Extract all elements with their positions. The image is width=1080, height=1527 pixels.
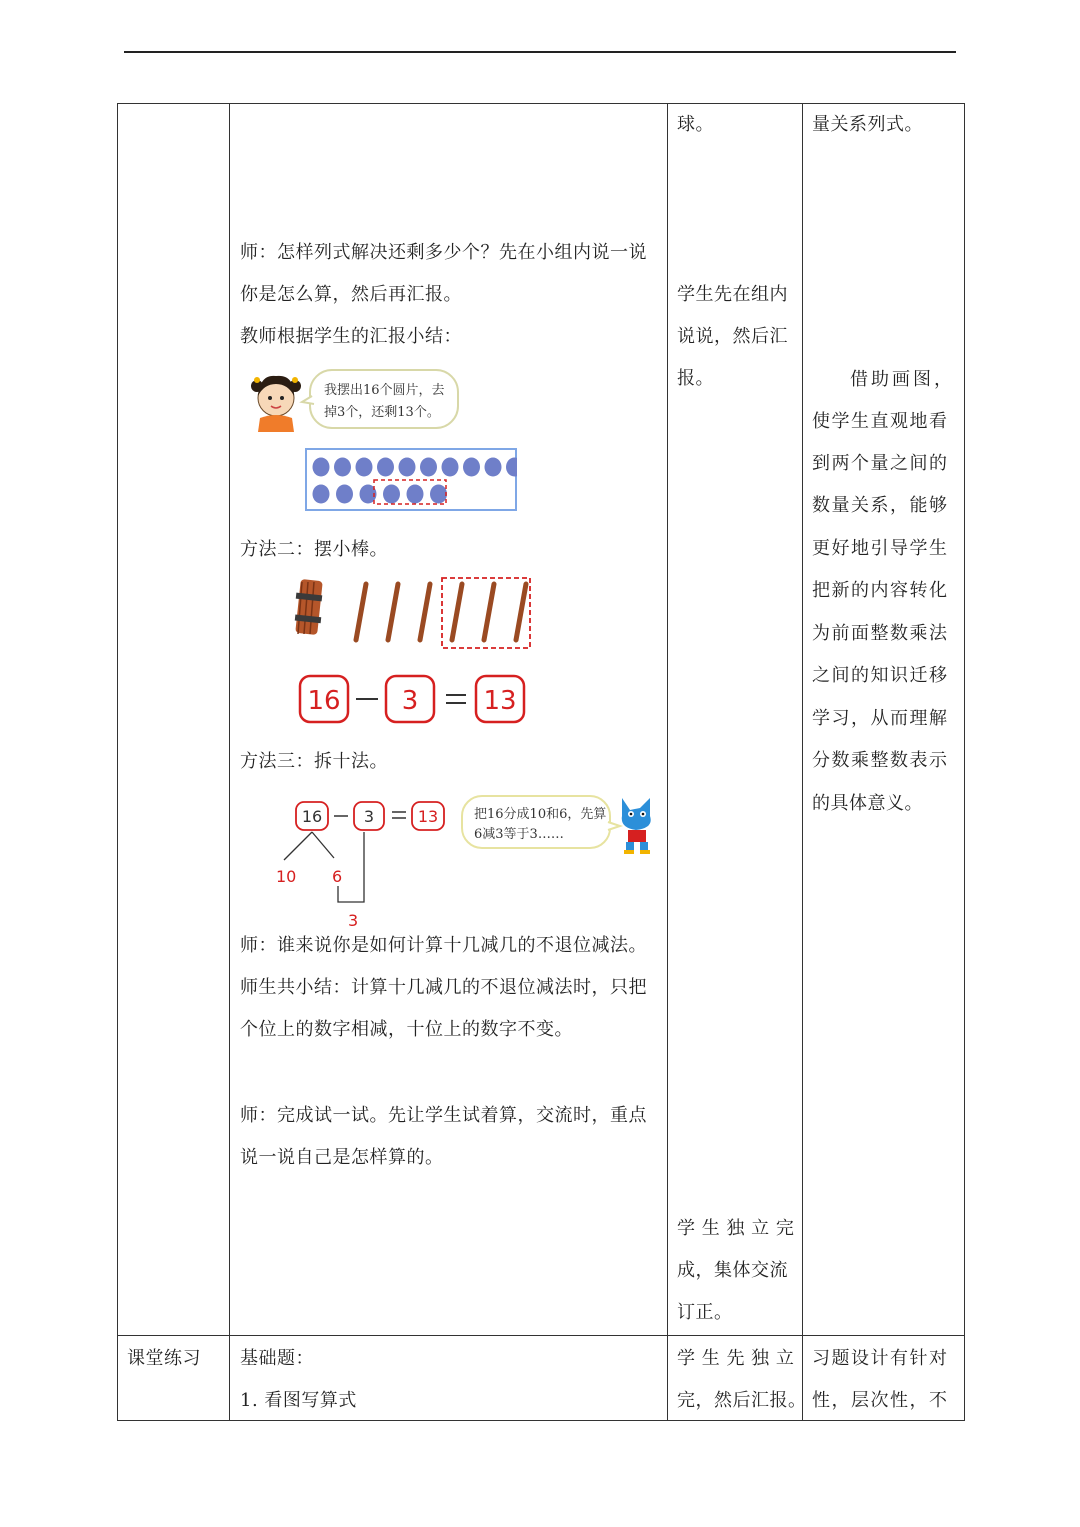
text-line: 学习，从而理解 [812, 708, 949, 729]
stick [516, 584, 526, 640]
split-ten-diagram [260, 794, 660, 934]
disc [336, 485, 353, 504]
col-student-activity [668, 104, 803, 1336]
text-line: 说说，然后汇 [677, 326, 788, 347]
disc [383, 485, 400, 504]
col-stage [118, 1336, 230, 1421]
text-line: 之间的知识迁移 [812, 665, 949, 686]
stage-label: 课堂练习 [127, 1348, 201, 1369]
text-line: 1. 看图写算式 [240, 1390, 357, 1411]
text-line: 个位上的数字相减，十位上的数字不变。 [240, 1019, 573, 1040]
difference: 13 [483, 686, 517, 716]
girl-speech-illustration [248, 366, 468, 436]
disc [430, 485, 447, 504]
stick-bundle-icon [295, 579, 323, 635]
text-line: 借助画图， [850, 369, 955, 390]
split-six: 6 [332, 867, 343, 886]
stick [420, 584, 430, 640]
table-row [118, 1336, 965, 1421]
text-line: 报。 [677, 368, 714, 389]
text-line: 分数乘整数表示 [812, 750, 949, 771]
bubble-line: 把16分成10和6，先算 [474, 807, 607, 822]
stick [452, 584, 462, 640]
text-line: 为前面整数乘法 [812, 623, 949, 644]
text-line: 性，层次性，不 [812, 1390, 949, 1411]
col-design-intent [803, 1336, 965, 1421]
text-line: 到两个量之间的 [812, 453, 949, 474]
split-three: 3 [348, 911, 359, 930]
sticks-diagram [290, 574, 540, 654]
disc [377, 458, 394, 477]
subtrahend: 3 [363, 807, 375, 826]
text-line: 使学生直观地看 [812, 411, 949, 432]
header-rule [124, 51, 956, 53]
disc [407, 485, 424, 504]
text-line: 完，然后汇报。 [677, 1390, 807, 1411]
girl-icon [251, 376, 301, 432]
difference: 13 [417, 807, 439, 826]
text-line: 学生先在组内 [677, 284, 788, 305]
text-line: 学 生 独 立 完 [677, 1218, 795, 1239]
text-line: 量关系列式。 [812, 114, 923, 135]
text-line: 师：完成试一试。先让学生试着算，交流时，重点 [240, 1105, 647, 1126]
text-line: 成，集体交流 [677, 1260, 788, 1281]
method-two-label: 方法二：摆小棒。 [240, 539, 388, 560]
stick [356, 584, 366, 640]
disc [334, 458, 351, 477]
text-line: 数量关系，能够 [812, 495, 949, 516]
text-line: 订正。 [677, 1302, 733, 1323]
text-line: 师生共小结：计算十几减几的不退位减法时，只把 [240, 977, 647, 998]
text-line: 说一说自己是怎样算的。 [240, 1147, 444, 1168]
bubble-line: 掉3个，还剩13个。 [324, 405, 440, 420]
disc [313, 458, 330, 477]
disc [356, 458, 373, 477]
split-ten: 10 [276, 867, 297, 886]
text-line: 基础题： [240, 1348, 314, 1369]
text-line: 更好地引导学生 [812, 538, 949, 559]
disc-diagram [305, 448, 517, 512]
text-line: 的具体意义。 [812, 793, 923, 814]
disc [485, 458, 502, 477]
text-line: 你是怎么算，然后再汇报。 [240, 284, 462, 305]
stick [484, 584, 494, 640]
method-three-label: 方法三：拆十法。 [240, 751, 388, 772]
text-line: 学 生 先 独 立 [677, 1348, 795, 1369]
lesson-table [117, 103, 965, 1421]
minuend: 16 [301, 807, 323, 826]
equation-large [298, 672, 534, 728]
stick [388, 584, 398, 640]
disc [463, 458, 480, 477]
col-student-activity [668, 1336, 807, 1421]
table-row [118, 104, 965, 1336]
col-design-intent [803, 104, 965, 1336]
disc [313, 485, 330, 504]
text-line: 球。 [677, 114, 714, 135]
text-line: 习题设计有针对 [812, 1348, 949, 1369]
disc [420, 458, 437, 477]
subtrahend: 3 [401, 686, 419, 716]
disc [442, 458, 459, 477]
disc [399, 458, 416, 477]
bubble-line: 我摆出16个圆片，去 [324, 383, 445, 398]
text-line: 把新的内容转化 [812, 580, 949, 601]
disc [506, 458, 517, 477]
blue-cat-icon [622, 798, 651, 854]
text-line: 师：怎样列式解决还剩多少个？先在小组内说一说 [240, 242, 647, 263]
col-teaching [230, 104, 668, 1336]
col-stage [118, 104, 230, 1336]
col-teaching [230, 1336, 668, 1421]
bubble-line: 6减3等于3…… [474, 827, 564, 842]
text-line: 师：谁来说你是如何计算十几减几的不退位减法。 [240, 935, 647, 956]
minuend: 16 [307, 686, 341, 716]
text-line: 教师根据学生的汇报小结： [240, 326, 462, 347]
